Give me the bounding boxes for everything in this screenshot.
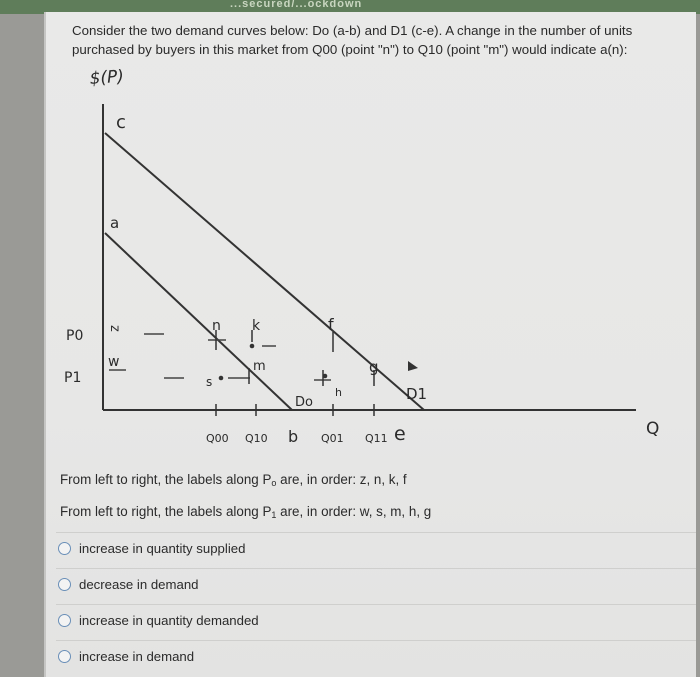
option-increase-quantity-demanded[interactable] xyxy=(58,613,259,628)
point-h-dot xyxy=(323,374,328,379)
label-n: n xyxy=(212,318,221,334)
label-q11: Q11 xyxy=(365,432,388,445)
demand-curve-graph xyxy=(46,12,696,452)
label-q-axis: Q xyxy=(646,419,660,439)
option-label: increase in quantity supplied xyxy=(79,541,246,556)
point-k-dot xyxy=(250,344,255,349)
question-card xyxy=(44,12,696,677)
arrow-d1 xyxy=(408,361,418,371)
label-d1: D1 xyxy=(406,385,428,403)
p0-note-suffix: are, in order: z, n, k, f xyxy=(276,472,407,487)
question-text: Consider the two demand curves below: Do (a-b) and D1 (c-e). A change in the number of units purchased by buyers in this market from Q00 (point "n") to Q10 (point "m") would indicate a(n): xyxy=(72,23,633,57)
option-label: increase in quantity demanded xyxy=(79,613,259,628)
divider xyxy=(56,532,696,533)
radio-button[interactable] xyxy=(58,542,71,555)
label-c: c xyxy=(116,112,126,133)
p1-note-sub: 1 xyxy=(271,510,277,520)
option-increase-in-demand[interactable] xyxy=(58,649,194,664)
label-z: z xyxy=(107,325,122,332)
radio-button[interactable] xyxy=(58,650,71,663)
option-decrease-in-demand[interactable] xyxy=(58,577,199,592)
label-p1: P1 xyxy=(64,370,82,386)
option-label: increase in demand xyxy=(79,649,195,664)
label-f: f xyxy=(328,315,334,334)
label-do: Do xyxy=(295,395,313,410)
label-p0: P0 xyxy=(66,328,84,344)
radio-button[interactable] xyxy=(58,578,71,591)
label-a: a xyxy=(110,214,120,232)
label-q01: Q01 xyxy=(321,432,344,445)
label-e: e xyxy=(394,423,406,445)
p1-note-suffix: are, in order: w, s, m, h, g xyxy=(276,504,432,519)
label-q00: Q00 xyxy=(206,432,229,445)
header-title-fragment: ...secured/...ockdown xyxy=(230,0,363,10)
divider xyxy=(56,604,696,605)
divider xyxy=(56,568,696,569)
label-m: m xyxy=(253,359,266,374)
label-k: k xyxy=(252,318,261,334)
y-axis-label: $(P) xyxy=(88,66,125,89)
demand-curve-d0 xyxy=(105,233,292,410)
label-h: h xyxy=(335,386,342,399)
label-s: s xyxy=(206,375,213,389)
label-g: g xyxy=(369,358,379,376)
label-b: b xyxy=(288,427,299,446)
option-increase-quantity-supplied[interactable] xyxy=(58,541,245,556)
p0-order-note xyxy=(60,472,407,488)
p0-note-sub: o xyxy=(271,478,277,488)
label-w: w xyxy=(108,354,120,370)
p0-note-prefix: From left to right, the labels along P xyxy=(60,472,272,487)
divider xyxy=(56,640,696,641)
p1-order-note xyxy=(60,504,431,520)
option-label: decrease in demand xyxy=(79,577,199,592)
point-s-dot xyxy=(219,376,224,381)
label-q10: Q10 xyxy=(245,432,268,445)
p1-note-prefix: From left to right, the labels along P xyxy=(60,504,272,519)
radio-button[interactable] xyxy=(58,614,71,627)
